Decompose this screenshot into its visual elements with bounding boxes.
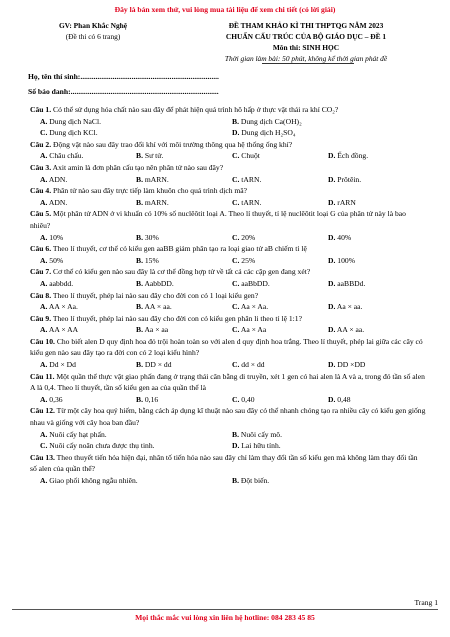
question-stem: Theo lí thuyết, phép lai nào sau đây cho đời con có kiểu gen phân li theo tỉ lệ 1:1?: [52, 313, 302, 323]
option-letter: A.: [40, 116, 48, 126]
answer-option: [136, 174, 232, 186]
question-number: Câu 6.: [30, 244, 52, 254]
option-letter: A.: [40, 302, 48, 312]
question-text: [30, 290, 426, 302]
question-text: [30, 185, 426, 197]
option-letter: A.: [40, 325, 48, 335]
answer-option: [136, 255, 232, 267]
teacher-name: GV: Phan Khắc Nghệ: [58, 21, 128, 30]
question-number: Câu 13.: [30, 452, 55, 462]
option-text: 10%: [49, 232, 64, 242]
preview-banner: Đây là bản xem thử, vui lòng mua tài liệu để xem chi tiết (có lời giải): [114, 5, 336, 14]
page-count-note: (Đề thi có 6 trang): [65, 32, 121, 41]
answer-option: [40, 116, 232, 128]
option-letter: B.: [136, 325, 143, 335]
option-text: dd × dd: [241, 360, 265, 370]
answer-option: [40, 440, 232, 452]
question-text: [30, 452, 426, 475]
option-letter: C.: [232, 174, 240, 184]
option-letter: D.: [328, 232, 336, 242]
option-letter: B.: [232, 429, 239, 439]
candidate-id-field: Số báo danh:..............................................................................: [28, 87, 219, 96]
option-letter: A.: [40, 360, 48, 370]
option-text: 100%: [337, 255, 356, 265]
option-letter: B.: [232, 476, 239, 485]
option-text: Aa × Aa: [240, 325, 267, 335]
option-text: Dung dịch KCl.: [49, 128, 98, 138]
question-number: Câu 8.: [30, 290, 52, 300]
option-text: 15%: [144, 255, 159, 265]
answer-option: [232, 440, 424, 452]
question-text: [30, 266, 426, 278]
option-text: 40%: [337, 232, 352, 242]
option-letter: D.: [328, 325, 336, 335]
option-text: Lai hữu tính.: [241, 441, 281, 451]
option-letter: C.: [232, 360, 240, 370]
question-stem: Có thể sử dụng hóa chất nào sau đây để phát hiện quá trình hô hấp ở thực vật thải ra khí CO₂?: [53, 105, 339, 114]
option-letter: A.: [40, 394, 48, 404]
question-stem: Động vật nào sau đây trao đổi khí với môi trường thông qua hệ thống ống khí?: [53, 139, 293, 149]
option-letter: B.: [136, 174, 143, 184]
option-letter: C.: [232, 302, 240, 312]
answer-option: [328, 197, 424, 209]
option-text: Aa × aa.: [336, 302, 363, 312]
option-text: Prôtêin.: [337, 174, 362, 184]
option-letter: D.: [328, 255, 336, 265]
answer-options: [40, 429, 426, 452]
question-text: [30, 313, 426, 325]
question-text: [30, 162, 426, 174]
subject-line: Môn thi: SINH HỌC: [272, 43, 340, 52]
question-stem: Theo lí thuyết, phép lai nào sau đây cho đời con có 1 loại kiểu gen?: [52, 290, 259, 300]
answer-options: [40, 255, 426, 267]
answer-option: [328, 394, 424, 406]
question-list: [30, 104, 426, 487]
question-number: Câu 4.: [30, 186, 52, 196]
option-letter: B.: [136, 197, 143, 207]
option-letter: D.: [328, 151, 336, 161]
answer-option: [232, 116, 424, 128]
answer-option: [232, 394, 328, 406]
question-number: Câu 12.: [30, 406, 55, 416]
question-number: Câu 7.: [30, 267, 52, 277]
answer-option: [40, 301, 136, 313]
option-letter: A.: [40, 197, 48, 207]
option-letter: B.: [232, 116, 239, 126]
question-text: [30, 139, 426, 151]
question-block: [30, 371, 426, 406]
option-text: Nuôi cấy mô.: [240, 429, 282, 439]
option-text: 0,40: [241, 394, 255, 404]
option-text: AA × aa.: [336, 325, 365, 335]
option-letter: D.: [328, 302, 336, 312]
option-letter: A.: [40, 151, 48, 161]
question-stem: Từ một cây hoa quý hiếm, bằng cách áp dụng kĩ thuật nào sau đây có thể nhanh chóng tạo ra nhiều cây có kiểu gen giống nhau và giống với cây hoa ban đầu?: [30, 406, 426, 428]
answer-option: [232, 232, 328, 244]
answer-option: [40, 394, 136, 406]
option-text: mARN.: [144, 197, 169, 207]
question-block: [30, 208, 426, 243]
answer-options: [40, 324, 426, 336]
question-stem: Axit amin là đơn phân cấu tạo nên phân tử nào sau đây?: [52, 162, 224, 172]
option-text: Nuôi cấy noãn chưa được thụ tinh.: [49, 441, 155, 451]
option-text: 0,16: [144, 394, 159, 404]
answer-option: [40, 475, 232, 487]
question-number: Câu 3.: [30, 162, 52, 172]
option-letter: D.: [232, 441, 240, 451]
option-text: rARN: [337, 197, 356, 207]
answer-options: [40, 278, 426, 290]
option-letter: C.: [232, 278, 240, 288]
answer-option: [136, 394, 232, 406]
header-right: [175, 20, 437, 64]
option-letter: C.: [232, 325, 240, 335]
option-text: Đột biến.: [240, 476, 270, 485]
answer-option: [40, 127, 232, 139]
option-text: aabbdd.: [49, 278, 74, 288]
option-text: AA × AA: [48, 325, 79, 335]
question-block: [30, 243, 426, 266]
option-text: 30%: [144, 232, 159, 242]
answer-option: [328, 174, 424, 186]
question-number: Câu 1.: [30, 105, 52, 114]
option-text: DD × dd: [144, 360, 172, 370]
answer-option: [136, 324, 232, 336]
option-letter: C.: [232, 255, 240, 265]
answer-option: [136, 197, 232, 209]
answer-option: [328, 324, 424, 336]
option-letter: A.: [40, 174, 48, 184]
answer-option: [232, 324, 328, 336]
question-text: [30, 405, 426, 428]
answer-options: [40, 197, 426, 209]
answer-option: [232, 255, 328, 267]
answer-option: [40, 429, 232, 441]
option-letter: A.: [40, 255, 48, 265]
option-text: DD ×DD: [337, 360, 366, 370]
option-letter: D.: [328, 394, 336, 404]
option-text: aaBBDd.: [337, 278, 366, 288]
duration-note: Thời gian làm bài: 50 phút, không kể thời gian phát đề: [224, 54, 388, 63]
answer-option: [232, 174, 328, 186]
question-block: [30, 405, 426, 451]
option-letter: B.: [136, 232, 143, 242]
option-text: Dd × Dd: [49, 360, 76, 370]
answer-option: [40, 255, 136, 267]
question-number: Câu 10.: [30, 336, 55, 346]
question-block: [30, 139, 426, 162]
answer-option: [40, 324, 136, 336]
answer-option: [328, 255, 424, 267]
option-text: ADN.: [48, 174, 68, 184]
answer-option: [232, 150, 328, 162]
option-letter: D.: [328, 278, 336, 288]
option-letter: B.: [136, 302, 143, 312]
option-letter: B.: [136, 360, 143, 370]
option-letter: C.: [40, 441, 48, 451]
option-letter: C.: [232, 394, 240, 404]
question-text: [30, 208, 426, 231]
question-stem: Cho biết alen D quy định hoa đỏ trội hoàn toàn so với alen d quy định hoa trắng. Theo lí thuyết, phép lai giữa các cây có kiểu gen nào sau đây tạo ra đời con có 2 loại kiểu hình?: [30, 336, 423, 358]
option-text: mARN.: [144, 174, 169, 184]
answer-option: [40, 174, 136, 186]
option-letter: A.: [40, 476, 48, 485]
option-text: Dung dịch Ca(OH)₂: [240, 116, 302, 126]
option-letter: D.: [232, 128, 240, 138]
option-text: AA × Aa.: [48, 302, 78, 312]
question-stem: Theo lí thuyết, cơ thể có kiểu gen aaBB giảm phân tạo ra loại giao tử aB chiếm tỉ lệ: [52, 244, 307, 254]
option-text: AabbDD.: [144, 278, 174, 288]
option-letter: A.: [40, 232, 48, 242]
question-text: [30, 336, 426, 359]
option-letter: B.: [136, 255, 143, 265]
question-number: Câu 5.: [30, 209, 52, 219]
question-text: [30, 243, 426, 255]
answer-options: [40, 301, 426, 313]
option-text: 0,48: [337, 394, 351, 404]
answer-option: [232, 359, 328, 371]
question-text: [30, 104, 426, 116]
header-left: [18, 20, 168, 42]
option-text: Dung dịch H₂SO₄: [241, 128, 296, 138]
answer-option: [136, 150, 232, 162]
answer-options: [40, 359, 426, 371]
option-text: tARN.: [241, 197, 262, 207]
option-letter: C.: [40, 128, 48, 138]
option-text: tARN.: [241, 174, 262, 184]
option-letter: C.: [232, 197, 240, 207]
option-text: Ếch đồng.: [337, 151, 369, 161]
option-text: Châu chấu.: [49, 151, 84, 161]
answer-option: [136, 278, 232, 290]
exam-subtitle: CHUẨN CẤU TRÚC CỦA BỘ GIÁO DỤC – ĐỀ 1: [225, 32, 387, 41]
answer-options: [40, 232, 426, 244]
hotline-footer: Mọi thắc mắc vui lòng xin liên hệ hotline: 084 283 45 85: [135, 613, 315, 622]
option-text: Nuôi cấy hạt phấn.: [49, 429, 107, 439]
answer-option: [328, 150, 424, 162]
option-text: AA × aa.: [144, 302, 172, 312]
option-text: Dung dịch NaCl.: [49, 116, 101, 126]
option-text: Sư tử.: [144, 151, 164, 161]
header-divider: [262, 63, 354, 64]
answer-option: [232, 127, 424, 139]
question-number: Câu 9.: [30, 313, 52, 323]
option-text: 50%: [49, 255, 64, 265]
question-block: [30, 452, 426, 487]
answer-options: [40, 150, 426, 162]
question-stem: Một quần thể thực vật giao phấn đang ở trạng thái cân bằng di truyền, xét 1 gen có hai alen là A và a, trong đó tần số alen A là 0,4. Theo lí thuyết, tần số kiểu gen aa của quần thể là: [30, 371, 425, 393]
question-block: [30, 313, 426, 336]
answer-option: [136, 301, 232, 313]
option-letter: B.: [136, 394, 143, 404]
question-block: [30, 162, 426, 185]
question-stem: Cơ thể có kiểu gen nào sau đây là cơ thể đồng hợp tử về tất cả các cặp gen đang xét?: [53, 267, 311, 277]
answer-option: [40, 150, 136, 162]
question-text: [30, 371, 426, 394]
question-stem: Phân tử nào sau đây trực tiếp làm khuôn cho quá trình dịch mã?: [53, 186, 248, 196]
answer-option: [40, 232, 136, 244]
option-letter: B.: [136, 278, 143, 288]
answer-option: [232, 197, 328, 209]
answer-option: [232, 429, 424, 441]
question-stem: Theo thuyết tiến hóa hiện đại, nhân tố tiến hóa nào sau đây chỉ làm thay đổi tần số kiểu gen mà không làm thay đổi tần số alen của quần thể?: [30, 452, 418, 474]
question-block: [30, 336, 426, 371]
answer-option: [40, 359, 136, 371]
option-letter: D.: [328, 360, 336, 370]
option-text: Aa × Aa.: [240, 302, 269, 312]
answer-option: [232, 301, 328, 313]
answer-options: [40, 394, 426, 406]
option-text: Aa × aa: [144, 325, 169, 335]
answer-options: [40, 475, 426, 487]
question-block: [30, 290, 426, 313]
exam-title: ĐỀ THAM KHẢO KÌ THI THPTQG NĂM 2023: [228, 21, 384, 30]
answer-option: [328, 232, 424, 244]
answer-option: [40, 197, 136, 209]
answer-option: [136, 232, 232, 244]
option-letter: C.: [232, 151, 240, 161]
candidate-name-field: Họ, tên thí sinh:.........................................................................: [28, 72, 219, 81]
option-letter: D.: [328, 174, 336, 184]
question-block: [30, 185, 426, 208]
answer-options: [40, 116, 426, 139]
answer-option: [328, 359, 424, 371]
question-block: [30, 104, 426, 139]
option-letter: D.: [328, 197, 336, 207]
option-text: 25%: [241, 255, 256, 265]
option-letter: B.: [136, 151, 143, 161]
answer-option: [40, 278, 136, 290]
question-number: Câu 11.: [30, 371, 55, 381]
question-block: [30, 266, 426, 289]
question-stem: Một phân tử ADN ở vi khuẩn có 10% số nuclêôtit loại A. Theo lí thuyết, tỉ lệ nuclêôtit loại G của phân tử này là bao nhiêu?: [30, 209, 406, 230]
option-text: 0,36: [49, 394, 63, 404]
option-text: Giao phối không ngẫu nhiên.: [49, 476, 138, 485]
answer-option: [328, 278, 424, 290]
option-text: Chuột: [241, 151, 260, 161]
answer-option: [232, 278, 328, 290]
footer-divider: [12, 609, 438, 610]
answer-option: [328, 301, 424, 313]
option-text: 20%: [241, 232, 256, 242]
option-text: ADN.: [48, 197, 68, 207]
answer-options: [40, 174, 426, 186]
option-text: aaBbDD.: [241, 278, 270, 288]
answer-option: [136, 359, 232, 371]
question-number: Câu 2.: [30, 139, 52, 149]
page-number: Trang 1: [414, 598, 438, 607]
option-letter: C.: [232, 232, 240, 242]
answer-option: [232, 475, 424, 487]
option-letter: A.: [40, 278, 48, 288]
option-letter: A.: [40, 429, 48, 439]
